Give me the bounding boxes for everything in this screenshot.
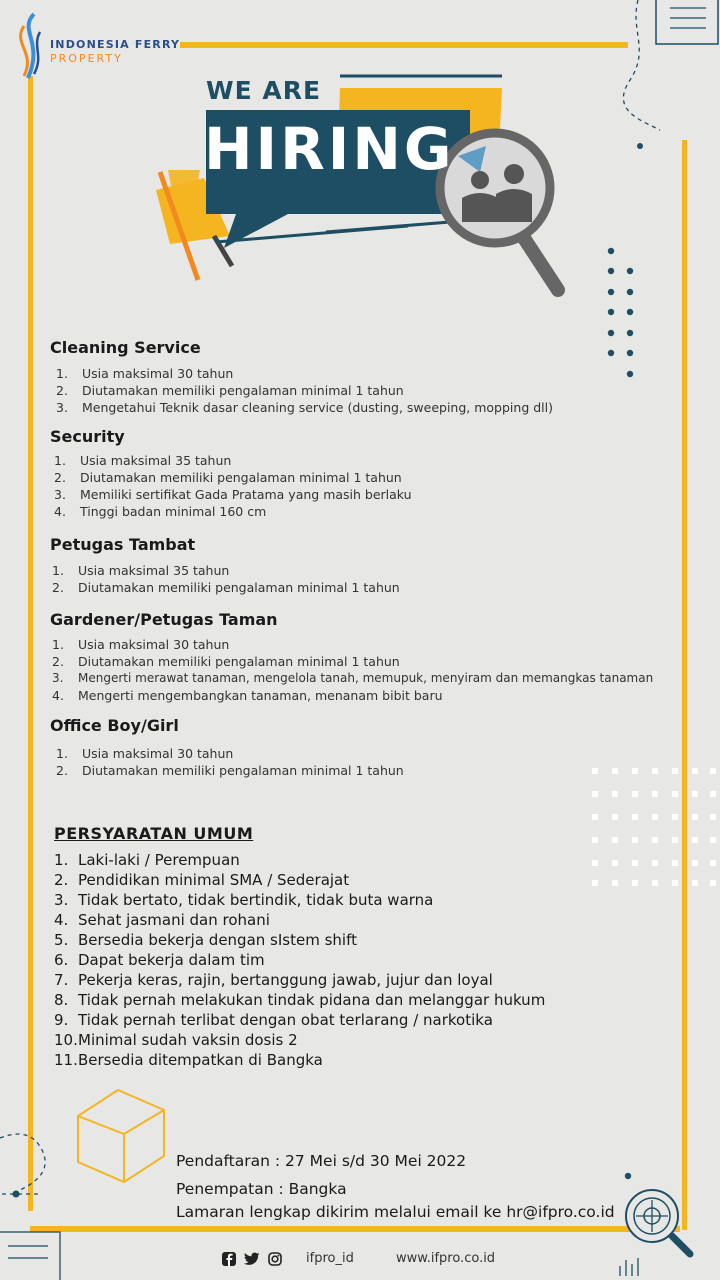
list-item: 4. Mengerti mengembangkan tanaman, menanam bibit baru [52,688,443,703]
list-item: 8. Tidak pernah melakukan tindak pidana dan melanggar hukum [54,991,546,1009]
banner-line-2: HIRING [204,115,455,183]
frame-right-border [682,140,687,1230]
brand-line-1: INDONESIA FERRY [50,38,181,51]
website-link[interactable]: www.ifpro.co.id [396,1251,496,1266]
target-search-icon [612,1166,720,1280]
list-item: 2. Diutamakan memiliki pengalaman minimal 1 tahun [54,470,402,485]
frame-bottom-border [30,1226,680,1232]
application-instructions: Lamaran lengkap dikirim melalui email ke hr@ifpro.co.id [176,1203,615,1221]
list-item: 11.Bersedia ditempatkan di Bangka [54,1051,323,1069]
gardener-requirements [52,636,653,704]
brand-line-2: PROPERTY [50,52,123,65]
security-requirements [54,452,412,520]
facebook-icon[interactable] [222,1252,236,1266]
petugas-tambat-requirements [52,562,400,596]
list-item: 1. Usia maksimal 30 tahun [56,746,234,761]
registration-date: Pendaftaran : 27 Mei s/d 30 Mei 2022 [176,1152,467,1170]
list-item: 3. Tidak bertato, tidak bertindik, tidak buta warna [54,891,434,909]
list-item: 1. Laki-laki / Perempuan [54,851,240,869]
frame-top-border [180,42,628,48]
cleaning-service-requirements [56,365,553,416]
section-title-petugas-tambat: Petugas Tambat [50,535,196,554]
list-item: 7. Pekerja keras, rajin, bertanggung jawab, jujur dan loyal [54,971,493,989]
list-item: 2. Diutamakan memiliki pengalaman minimal 1 tahun [52,580,400,595]
list-item: 2. Pendidikan minimal SMA / Sederajat [54,871,350,889]
dot-grid-decoration [600,240,640,380]
list-item: 2. Diutamakan memiliki pengalaman minimal 1 tahun [52,654,400,669]
left-bottom-decoration [0,1130,70,1280]
square-grid-decoration [588,764,720,890]
list-item: 6. Dapat bekerja dalam tim [54,951,265,969]
list-item: 1. Usia maksimal 35 tahun [52,563,230,578]
instagram-icon[interactable] [268,1252,282,1266]
social-icons [222,1252,282,1266]
twitter-icon[interactable] [244,1252,260,1266]
list-item: 4. Sehat jasmani dan rohani [54,911,270,929]
general-requirements-list [54,850,545,1070]
list-item: 10.Minimal sudah vaksin dosis 2 [54,1031,298,1049]
list-item: 3. Mengetahui Teknik dasar cleaning service (dusting, sweeping, mopping dll) [56,400,553,415]
notepad-decoration-icon [600,0,720,160]
frame-left-border [28,76,33,1211]
section-title-security: Security [50,427,125,446]
list-item: 3. Memiliki sertifikat Gada Pratama yang masih berlaku [54,487,412,502]
list-item: 2. Diutamakan memiliki pengalaman minimal 1 tahun [56,383,404,398]
section-title-cleaning-service: Cleaning Service [50,338,201,357]
banner-line-1: WE ARE [206,76,322,105]
office-boy-girl-requirements [56,745,404,779]
list-item: 1. Usia maksimal 35 tahun [54,453,232,468]
list-item: 4. Tinggi badan minimal 160 cm [54,504,267,519]
list-item: 1. Usia maksimal 30 tahun [52,637,230,652]
social-handle[interactable]: ifpro_id [306,1251,354,1266]
list-item: 3. Mengerti merawat tanaman, mengelola tanah, memupuk, menyiram dan memangkas tanaman [52,671,654,685]
section-title-office-boy-girl: Office Boy/Girl [50,716,179,735]
placement-location: Penempatan : Bangka [176,1180,347,1198]
general-requirements-title: PERSYARATAN UMUM [54,824,254,843]
cube-decoration [66,1086,176,1186]
list-item: 1. Usia maksimal 30 tahun [56,366,234,381]
list-item: 5. Bersedia bekerja dengan sIstem shift [54,931,357,949]
ifpro-logo-icon [14,12,48,80]
list-item: 9. Tidak pernah terlibat dengan obat terlarang / narkotika [54,1011,493,1029]
section-title-gardener: Gardener/Petugas Taman [50,610,278,629]
list-item: 2. Diutamakan memiliki pengalaman minimal 1 tahun [56,763,404,778]
